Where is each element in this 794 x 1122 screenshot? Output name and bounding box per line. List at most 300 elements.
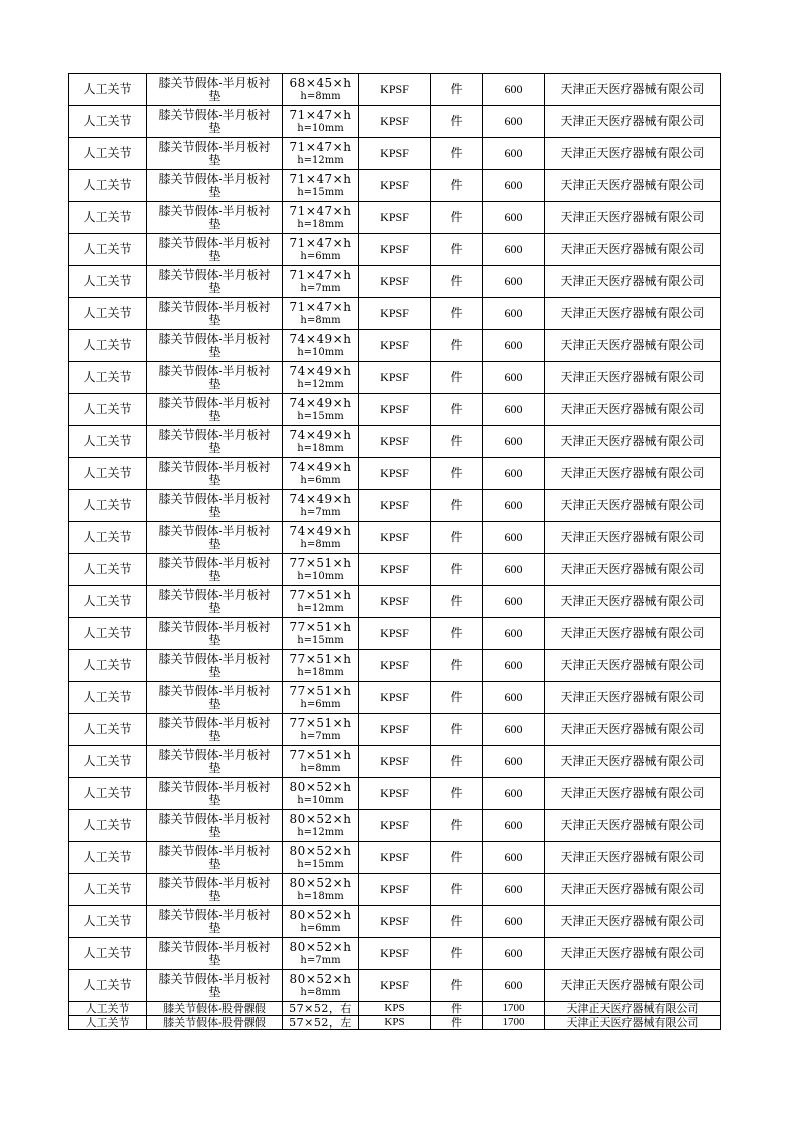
category-cell bbox=[69, 714, 147, 746]
product-name-cell-line-2: 垫 bbox=[208, 856, 221, 871]
product-name-cell-line-2: 垫 bbox=[208, 792, 221, 807]
spec-cell bbox=[283, 810, 359, 842]
product-name-cell bbox=[147, 746, 283, 778]
unit-cell bbox=[431, 810, 483, 842]
spec-cell-line-2: h=12mm bbox=[297, 826, 344, 838]
product-name-cell bbox=[147, 266, 283, 298]
category-cell-line-1: 人工关节 bbox=[83, 242, 132, 256]
category-cell bbox=[69, 746, 147, 778]
unit-cell bbox=[431, 746, 483, 778]
model-cell bbox=[359, 650, 431, 682]
product-name-cell bbox=[147, 938, 283, 970]
product-name-cell-line-2: 垫 bbox=[208, 728, 221, 743]
model-cell bbox=[359, 202, 431, 234]
company-cell bbox=[545, 874, 721, 906]
model-cell-line-1: KPSF bbox=[380, 946, 409, 960]
model-cell bbox=[359, 394, 431, 426]
company-cell-line-1: 天津正天医疗器械有限公司 bbox=[560, 530, 705, 544]
spec-cell bbox=[283, 458, 359, 490]
company-cell-line-1: 天津正天医疗器械有限公司 bbox=[560, 146, 705, 160]
unit-cell-line-1: 件 bbox=[450, 658, 463, 672]
model-cell bbox=[359, 170, 431, 202]
model-cell bbox=[359, 1002, 431, 1016]
model-cell-line-1: KPSF bbox=[380, 978, 409, 992]
spec-cell bbox=[283, 1002, 359, 1016]
spec-cell bbox=[283, 842, 359, 874]
company-cell bbox=[545, 106, 721, 138]
spec-cell-line-2: h=8mm bbox=[300, 314, 341, 326]
unit-cell bbox=[431, 394, 483, 426]
unit-cell-line-1: 件 bbox=[450, 498, 463, 512]
table-row bbox=[69, 266, 721, 298]
spec-cell bbox=[283, 874, 359, 906]
product-name-cell-line-2: 垫 bbox=[208, 568, 221, 583]
model-cell bbox=[359, 874, 431, 906]
table-row bbox=[69, 490, 721, 522]
quantity-cell bbox=[483, 394, 545, 426]
spec-cell-line-1: 74×49×h bbox=[289, 523, 352, 538]
company-cell bbox=[545, 810, 721, 842]
product-name-cell-line-1: 膝关节假体-股骨髁假 bbox=[163, 1016, 266, 1029]
unit-cell-line-1: 件 bbox=[450, 114, 463, 128]
spec-cell-line-2: h=7mm bbox=[300, 954, 341, 966]
category-cell bbox=[69, 778, 147, 810]
unit-cell bbox=[431, 170, 483, 202]
model-cell-line-1: KPSF bbox=[380, 402, 409, 416]
product-name-cell-line-1: 膝关节假体-半月板衬 bbox=[158, 427, 271, 442]
spec-cell-line-2: h=10mm bbox=[297, 570, 344, 582]
unit-cell-line-1: 件 bbox=[450, 882, 463, 896]
category-cell bbox=[69, 266, 147, 298]
quantity-cell-line-1: 600 bbox=[504, 754, 523, 768]
product-name-cell bbox=[147, 586, 283, 618]
product-name-cell-line-2: 垫 bbox=[208, 952, 221, 967]
quantity-cell bbox=[483, 842, 545, 874]
company-cell-line-1: 天津正天医疗器械有限公司 bbox=[560, 242, 705, 256]
model-cell-line-1: KPSF bbox=[380, 82, 409, 96]
product-name-cell bbox=[147, 458, 283, 490]
category-cell bbox=[69, 490, 147, 522]
model-cell bbox=[359, 810, 431, 842]
category-cell-line-1: 人工关节 bbox=[83, 498, 132, 512]
table-row bbox=[69, 586, 721, 618]
product-name-cell bbox=[147, 1002, 283, 1016]
product-name-cell bbox=[147, 330, 283, 362]
product-name-cell-line-2: 垫 bbox=[208, 600, 221, 615]
table-row bbox=[69, 906, 721, 938]
product-name-cell-line-2: 垫 bbox=[208, 984, 221, 999]
company-cell-line-1: 天津正天医疗器械有限公司 bbox=[560, 338, 705, 352]
quantity-cell-line-1: 600 bbox=[504, 530, 523, 544]
quantity-cell-line-1: 600 bbox=[504, 178, 523, 192]
category-cell bbox=[69, 426, 147, 458]
category-cell-line-1: 人工关节 bbox=[83, 882, 132, 896]
product-name-cell-line-2: 垫 bbox=[208, 248, 221, 263]
table-row bbox=[69, 778, 721, 810]
spec-cell-line-2: h=10mm bbox=[297, 346, 344, 358]
spec-cell-line-2: h=7mm bbox=[300, 282, 341, 294]
company-cell-line-1: 天津正天医疗器械有限公司 bbox=[560, 178, 705, 192]
product-name-cell-line-1: 膝关节假体-半月板衬 bbox=[158, 907, 271, 922]
spec-cell-line-2: h=12mm bbox=[297, 602, 344, 614]
model-cell-line-1: KPSF bbox=[380, 242, 409, 256]
quantity-cell-line-1: 600 bbox=[504, 242, 523, 256]
company-cell-line-1: 天津正天医疗器械有限公司 bbox=[560, 466, 705, 480]
spec-cell bbox=[283, 618, 359, 650]
quantity-cell-line-1: 600 bbox=[504, 274, 523, 288]
product-name-cell-line-2: 垫 bbox=[208, 88, 221, 103]
spec-cell-line-1: 74×49×h bbox=[289, 331, 352, 346]
table-row bbox=[69, 202, 721, 234]
product-name-cell bbox=[147, 874, 283, 906]
spec-cell bbox=[283, 106, 359, 138]
company-cell-line-1: 天津正天医疗器械有限公司 bbox=[560, 306, 705, 320]
model-cell-line-1: KPS bbox=[384, 1016, 405, 1028]
quantity-cell-line-1: 600 bbox=[504, 498, 523, 512]
product-name-cell-line-2: 垫 bbox=[208, 120, 221, 135]
table-row bbox=[69, 170, 721, 202]
company-cell-line-1: 天津正天医疗器械有限公司 bbox=[560, 626, 705, 640]
quantity-cell bbox=[483, 202, 545, 234]
spec-cell bbox=[283, 586, 359, 618]
product-name-cell-line-1: 膝关节假体-半月板衬 bbox=[158, 939, 271, 954]
company-cell bbox=[545, 778, 721, 810]
spec-cell bbox=[283, 746, 359, 778]
category-cell-line-1: 人工关节 bbox=[83, 434, 132, 448]
model-cell-line-1: KPSF bbox=[380, 658, 409, 672]
category-cell bbox=[69, 298, 147, 330]
company-cell-line-1: 天津正天医疗器械有限公司 bbox=[560, 946, 705, 960]
unit-cell-line-1: 件 bbox=[450, 850, 463, 864]
quantity-cell bbox=[483, 746, 545, 778]
unit-cell bbox=[431, 970, 483, 1002]
quantity-cell-line-1: 600 bbox=[504, 146, 523, 160]
model-cell bbox=[359, 1016, 431, 1030]
unit-cell-line-1: 件 bbox=[450, 82, 463, 96]
spec-cell-line-1: 77×51×h bbox=[289, 555, 352, 570]
product-name-cell bbox=[147, 778, 283, 810]
model-cell-line-1: KPSF bbox=[380, 562, 409, 576]
unit-cell bbox=[431, 554, 483, 586]
spec-cell-line-2: h=18mm bbox=[297, 442, 344, 454]
spec-cell-line-1: 80×52×h bbox=[289, 875, 352, 890]
company-cell bbox=[545, 842, 721, 874]
model-cell-line-1: KPSF bbox=[380, 306, 409, 320]
quantity-cell bbox=[483, 810, 545, 842]
category-cell bbox=[69, 586, 147, 618]
model-cell bbox=[359, 106, 431, 138]
product-name-cell-line-1: 膝关节假体-半月板衬 bbox=[158, 523, 271, 538]
quantity-cell bbox=[483, 650, 545, 682]
quantity-cell-line-1: 600 bbox=[504, 658, 523, 672]
category-cell bbox=[69, 810, 147, 842]
model-cell bbox=[359, 138, 431, 170]
category-cell bbox=[69, 1002, 147, 1016]
unit-cell bbox=[431, 650, 483, 682]
quantity-cell bbox=[483, 490, 545, 522]
company-cell-line-1: 天津正天医疗器械有限公司 bbox=[560, 370, 705, 384]
category-cell bbox=[69, 74, 147, 106]
spec-cell bbox=[283, 906, 359, 938]
spec-cell-line-2: h=6mm bbox=[300, 698, 341, 710]
spec-cell-line-2: h=10mm bbox=[297, 794, 344, 806]
quantity-cell bbox=[483, 362, 545, 394]
spec-cell-line-1: 77×51×h bbox=[289, 651, 352, 666]
model-cell bbox=[359, 970, 431, 1002]
product-name-cell-line-2: 垫 bbox=[208, 184, 221, 199]
company-cell bbox=[545, 522, 721, 554]
company-cell-line-1: 天津正天医疗器械有限公司 bbox=[560, 434, 705, 448]
quantity-cell bbox=[483, 170, 545, 202]
spec-cell-line-2: h=6mm bbox=[300, 250, 341, 262]
unit-cell bbox=[431, 586, 483, 618]
spec-cell-line-2: h=8mm bbox=[300, 538, 341, 550]
unit-cell bbox=[431, 298, 483, 330]
company-cell-line-1: 天津正天医疗器械有限公司 bbox=[560, 82, 705, 96]
unit-cell-line-1: 件 bbox=[450, 338, 463, 352]
spec-cell-line-1: 57×52，右 bbox=[289, 1002, 352, 1015]
category-cell bbox=[69, 650, 147, 682]
unit-cell bbox=[431, 778, 483, 810]
company-cell bbox=[545, 266, 721, 298]
spec-cell-line-1: 74×49×h bbox=[289, 491, 352, 506]
quantity-cell-line-1: 600 bbox=[504, 370, 523, 384]
unit-cell-line-1: 件 bbox=[450, 210, 463, 224]
quantity-cell bbox=[483, 938, 545, 970]
model-cell bbox=[359, 426, 431, 458]
category-cell-line-1: 人工关节 bbox=[83, 594, 132, 608]
spec-cell bbox=[283, 682, 359, 714]
company-cell bbox=[545, 554, 721, 586]
product-name-cell-line-2: 垫 bbox=[208, 888, 221, 903]
product-name-cell-line-2: 垫 bbox=[208, 280, 221, 295]
company-cell bbox=[545, 650, 721, 682]
category-cell bbox=[69, 842, 147, 874]
category-cell-line-1: 人工关节 bbox=[83, 786, 132, 800]
company-cell bbox=[545, 74, 721, 106]
spec-cell bbox=[283, 778, 359, 810]
product-name-cell bbox=[147, 298, 283, 330]
category-cell-line-1: 人工关节 bbox=[83, 978, 132, 992]
category-cell-line-1: 人工关节 bbox=[83, 530, 132, 544]
spec-cell-line-2: h=12mm bbox=[297, 154, 344, 166]
quantity-cell-line-1: 600 bbox=[504, 914, 523, 928]
product-name-cell-line-2: 垫 bbox=[208, 632, 221, 647]
product-name-cell-line-1: 膝关节假体-半月板衬 bbox=[158, 235, 271, 250]
model-cell-line-1: KPSF bbox=[380, 370, 409, 384]
spec-cell-line-2: h=18mm bbox=[297, 218, 344, 230]
table-row bbox=[69, 970, 721, 1002]
spec-cell bbox=[283, 394, 359, 426]
category-cell bbox=[69, 138, 147, 170]
product-name-cell-line-1: 膝关节假体-半月板衬 bbox=[158, 811, 271, 826]
category-cell-line-1: 人工关节 bbox=[83, 466, 132, 480]
unit-cell-line-1: 件 bbox=[450, 626, 463, 640]
product-name-cell-line-1: 膝关节假体-股骨髁假 bbox=[163, 1002, 266, 1015]
product-name-cell-line-1: 膝关节假体-半月板衬 bbox=[158, 651, 271, 666]
model-cell-line-1: KPSF bbox=[380, 178, 409, 192]
company-cell bbox=[545, 394, 721, 426]
model-cell-line-1: KPSF bbox=[380, 818, 409, 832]
category-cell bbox=[69, 330, 147, 362]
company-cell bbox=[545, 490, 721, 522]
unit-cell bbox=[431, 618, 483, 650]
quantity-cell bbox=[483, 234, 545, 266]
category-cell bbox=[69, 106, 147, 138]
model-cell bbox=[359, 906, 431, 938]
product-name-cell bbox=[147, 682, 283, 714]
unit-cell bbox=[431, 362, 483, 394]
quantity-cell bbox=[483, 138, 545, 170]
unit-cell bbox=[431, 842, 483, 874]
unit-cell-line-1: 件 bbox=[450, 562, 463, 576]
product-name-cell bbox=[147, 842, 283, 874]
product-name-cell bbox=[147, 106, 283, 138]
spec-cell-line-2: h=18mm bbox=[297, 890, 344, 902]
category-cell-line-1: 人工关节 bbox=[83, 370, 132, 384]
spec-cell-line-2: h=15mm bbox=[297, 186, 344, 198]
unit-cell-line-1: 件 bbox=[450, 242, 463, 256]
category-cell-line-1: 人工关节 bbox=[83, 754, 132, 768]
product-name-cell-line-1: 膝关节假体-半月板衬 bbox=[158, 395, 271, 410]
product-name-cell-line-1: 膝关节假体-半月板衬 bbox=[158, 875, 271, 890]
spec-cell bbox=[283, 970, 359, 1002]
table-row bbox=[69, 426, 721, 458]
model-cell-line-1: KPSF bbox=[380, 338, 409, 352]
company-cell-line-1: 天津正天医疗器械有限公司 bbox=[560, 498, 705, 512]
quantity-cell-line-1: 600 bbox=[504, 722, 523, 736]
model-cell bbox=[359, 714, 431, 746]
model-cell bbox=[359, 586, 431, 618]
product-name-cell-line-1: 膝关节假体-半月板衬 bbox=[158, 459, 271, 474]
product-name-cell-line-1: 膝关节假体-半月板衬 bbox=[158, 107, 271, 122]
quantity-cell bbox=[483, 714, 545, 746]
quantity-cell-line-1: 600 bbox=[504, 978, 523, 992]
product-name-cell bbox=[147, 522, 283, 554]
quantity-cell bbox=[483, 618, 545, 650]
product-name-cell bbox=[147, 906, 283, 938]
product-name-cell-line-1: 膝关节假体-半月板衬 bbox=[158, 491, 271, 506]
product-name-cell-line-2: 垫 bbox=[208, 920, 221, 935]
category-cell-line-1: 人工关节 bbox=[83, 402, 132, 416]
quantity-cell-line-1: 600 bbox=[504, 626, 523, 640]
spec-cell bbox=[283, 202, 359, 234]
category-cell bbox=[69, 554, 147, 586]
spec-cell-line-1: 68×45×h bbox=[289, 75, 352, 90]
quantity-cell bbox=[483, 522, 545, 554]
table-row bbox=[69, 874, 721, 906]
spec-cell-line-1: 74×49×h bbox=[289, 395, 352, 410]
spec-cell bbox=[283, 1016, 359, 1030]
model-cell-line-1: KPSF bbox=[380, 210, 409, 224]
company-cell bbox=[545, 426, 721, 458]
spec-cell bbox=[283, 138, 359, 170]
spec-cell-line-2: h=6mm bbox=[300, 922, 341, 934]
product-name-cell bbox=[147, 202, 283, 234]
product-name-cell-line-1: 膝关节假体-半月板衬 bbox=[158, 299, 271, 314]
model-cell bbox=[359, 938, 431, 970]
category-cell bbox=[69, 458, 147, 490]
product-name-cell-line-1: 膝关节假体-半月板衬 bbox=[158, 747, 271, 762]
product-name-cell-line-2: 垫 bbox=[208, 472, 221, 487]
quantity-cell bbox=[483, 874, 545, 906]
product-name-cell-line-1: 膝关节假体-半月板衬 bbox=[158, 587, 271, 602]
model-cell-line-1: KPSF bbox=[380, 786, 409, 800]
unit-cell bbox=[431, 874, 483, 906]
category-cell-line-1: 人工关节 bbox=[83, 722, 132, 736]
category-cell bbox=[69, 202, 147, 234]
spec-cell bbox=[283, 490, 359, 522]
unit-cell-line-1: 件 bbox=[450, 594, 463, 608]
spec-cell-line-1: 71×47×h bbox=[289, 299, 352, 314]
category-cell bbox=[69, 906, 147, 938]
spec-cell bbox=[283, 650, 359, 682]
spec-cell-line-2: h=12mm bbox=[297, 378, 344, 390]
product-name-cell-line-1: 膝关节假体-半月板衬 bbox=[158, 203, 271, 218]
company-cell bbox=[545, 938, 721, 970]
product-name-cell bbox=[147, 1016, 283, 1030]
spec-cell-line-2: h=15mm bbox=[297, 410, 344, 422]
model-cell bbox=[359, 618, 431, 650]
quantity-cell-line-1: 600 bbox=[504, 466, 523, 480]
quantity-cell bbox=[483, 330, 545, 362]
product-name-cell bbox=[147, 970, 283, 1002]
quantity-cell-line-1: 600 bbox=[504, 594, 523, 608]
company-cell bbox=[545, 970, 721, 1002]
quantity-cell-line-1: 600 bbox=[504, 210, 523, 224]
company-cell bbox=[545, 138, 721, 170]
model-cell bbox=[359, 746, 431, 778]
spec-cell-line-2: h=7mm bbox=[300, 506, 341, 518]
model-cell-line-1: KPSF bbox=[380, 434, 409, 448]
product-name-cell-line-2: 垫 bbox=[208, 440, 221, 455]
table-row bbox=[69, 650, 721, 682]
company-cell-line-1: 天津正天医疗器械有限公司 bbox=[560, 658, 705, 672]
category-cell bbox=[69, 362, 147, 394]
table-row bbox=[69, 618, 721, 650]
model-cell bbox=[359, 234, 431, 266]
model-cell-line-1: KPSF bbox=[380, 850, 409, 864]
company-cell-line-1: 天津正天医疗器械有限公司 bbox=[566, 1016, 699, 1029]
product-name-cell bbox=[147, 394, 283, 426]
company-cell-line-1: 天津正天医疗器械有限公司 bbox=[560, 818, 705, 832]
unit-cell bbox=[431, 74, 483, 106]
model-cell-line-1: KPSF bbox=[380, 594, 409, 608]
product-name-cell bbox=[147, 234, 283, 266]
quantity-cell-line-1: 600 bbox=[504, 562, 523, 576]
quantity-cell-line-1: 1700 bbox=[502, 1016, 525, 1028]
unit-cell bbox=[431, 1002, 483, 1016]
spec-cell-line-2: h=15mm bbox=[297, 858, 344, 870]
spec-cell-line-1: 71×47×h bbox=[289, 267, 352, 282]
category-cell-line-1: 人工关节 bbox=[83, 658, 132, 672]
company-cell-line-1: 天津正天医疗器械有限公司 bbox=[560, 402, 705, 416]
table-row bbox=[69, 938, 721, 970]
model-cell-line-1: KPSF bbox=[380, 530, 409, 544]
product-name-cell-line-1: 膝关节假体-半月板衬 bbox=[158, 779, 271, 794]
category-cell-line-1: 人工关节 bbox=[85, 1002, 130, 1015]
spec-cell-line-2: h=10mm bbox=[297, 122, 344, 134]
spec-cell bbox=[283, 714, 359, 746]
product-name-cell-line-1: 膝关节假体-半月板衬 bbox=[158, 683, 271, 698]
spec-cell-line-1: 74×49×h bbox=[289, 459, 352, 474]
table-row bbox=[69, 1016, 721, 1030]
company-cell bbox=[545, 682, 721, 714]
unit-cell-line-1: 件 bbox=[451, 1002, 462, 1015]
spec-cell-line-2: h=6mm bbox=[300, 474, 341, 486]
table-row bbox=[69, 682, 721, 714]
model-cell bbox=[359, 362, 431, 394]
